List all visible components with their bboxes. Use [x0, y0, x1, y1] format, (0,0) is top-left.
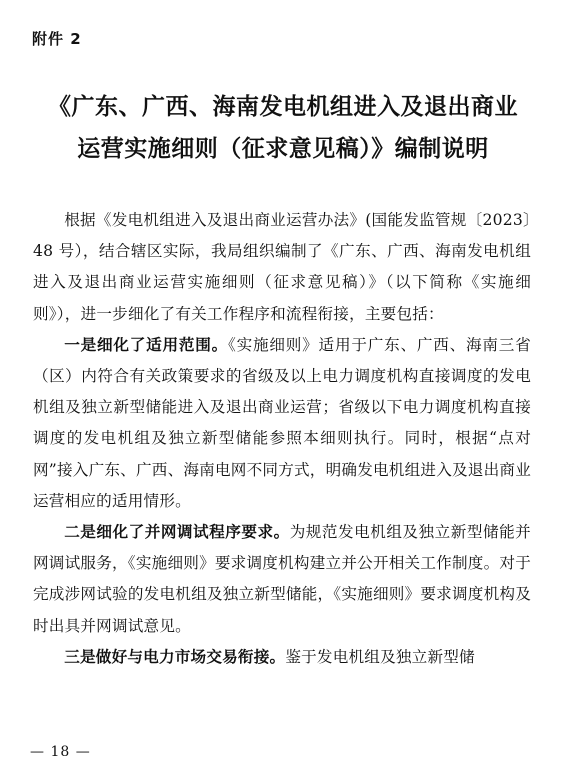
page-number: — 18 —: [30, 744, 91, 760]
item-2-lead: 二是细化了并网调试程序要求。: [64, 523, 290, 542]
document-title-line-2: 运营实施细则（征求意见稿）》编制说明: [77, 136, 489, 162]
item-2-text: 为规范发电机组及独立新型储能并网调试服务，《实施细则》要求调度机构建立并公开相关工作制度。对于完成涉网试验的发电机组及独立新型储能，《实施细则》要求调度机构及时出具并网调试意见。: [33, 523, 531, 635]
item-3-paragraph: [33, 642, 531, 673]
item-1-paragraph: [33, 330, 531, 517]
item-1-text: 《实施细则》适用于广东、广西、海南三省（区）内符合有关政策要求的省级及以上电力调度机构直接调度的发电机组及独立新型储能进入及退出商业运营；省级以下电力调度机构直接调度的发电机组及独立新型储能参照本细则执行。同时，根据“点对网”接入广东、广西、海南电网不同方式，明确发电机组进入及退出商业运营相应的适用情形。: [33, 335, 531, 510]
item-2-paragraph: [33, 517, 531, 642]
document-body: [33, 205, 531, 673]
item-1-lead: 一是细化了适用范围。: [64, 335, 229, 354]
document-title-line-1: 《广东、广西、海南发电机组进入及退出商业: [48, 94, 518, 120]
attachment-label: 附件 2: [32, 30, 82, 48]
item-3-text: 鉴于发电机组及独立新型储: [285, 647, 475, 666]
intro-paragraph: 根据《发电机组进入及退出商业运营办法》(国能发监管规〔2023〕48 号），结合辖区实际，我局组织编制了《广东、广西、海南发电机组进入及退出商业运营实施细则（征求意见稿）》（以下简称《实施细则》），进一步细化了有关工作程序和流程衔接，主要包括：: [33, 211, 531, 323]
item-3-lead: 三是做好与电力市场交易衔接。: [64, 647, 286, 666]
